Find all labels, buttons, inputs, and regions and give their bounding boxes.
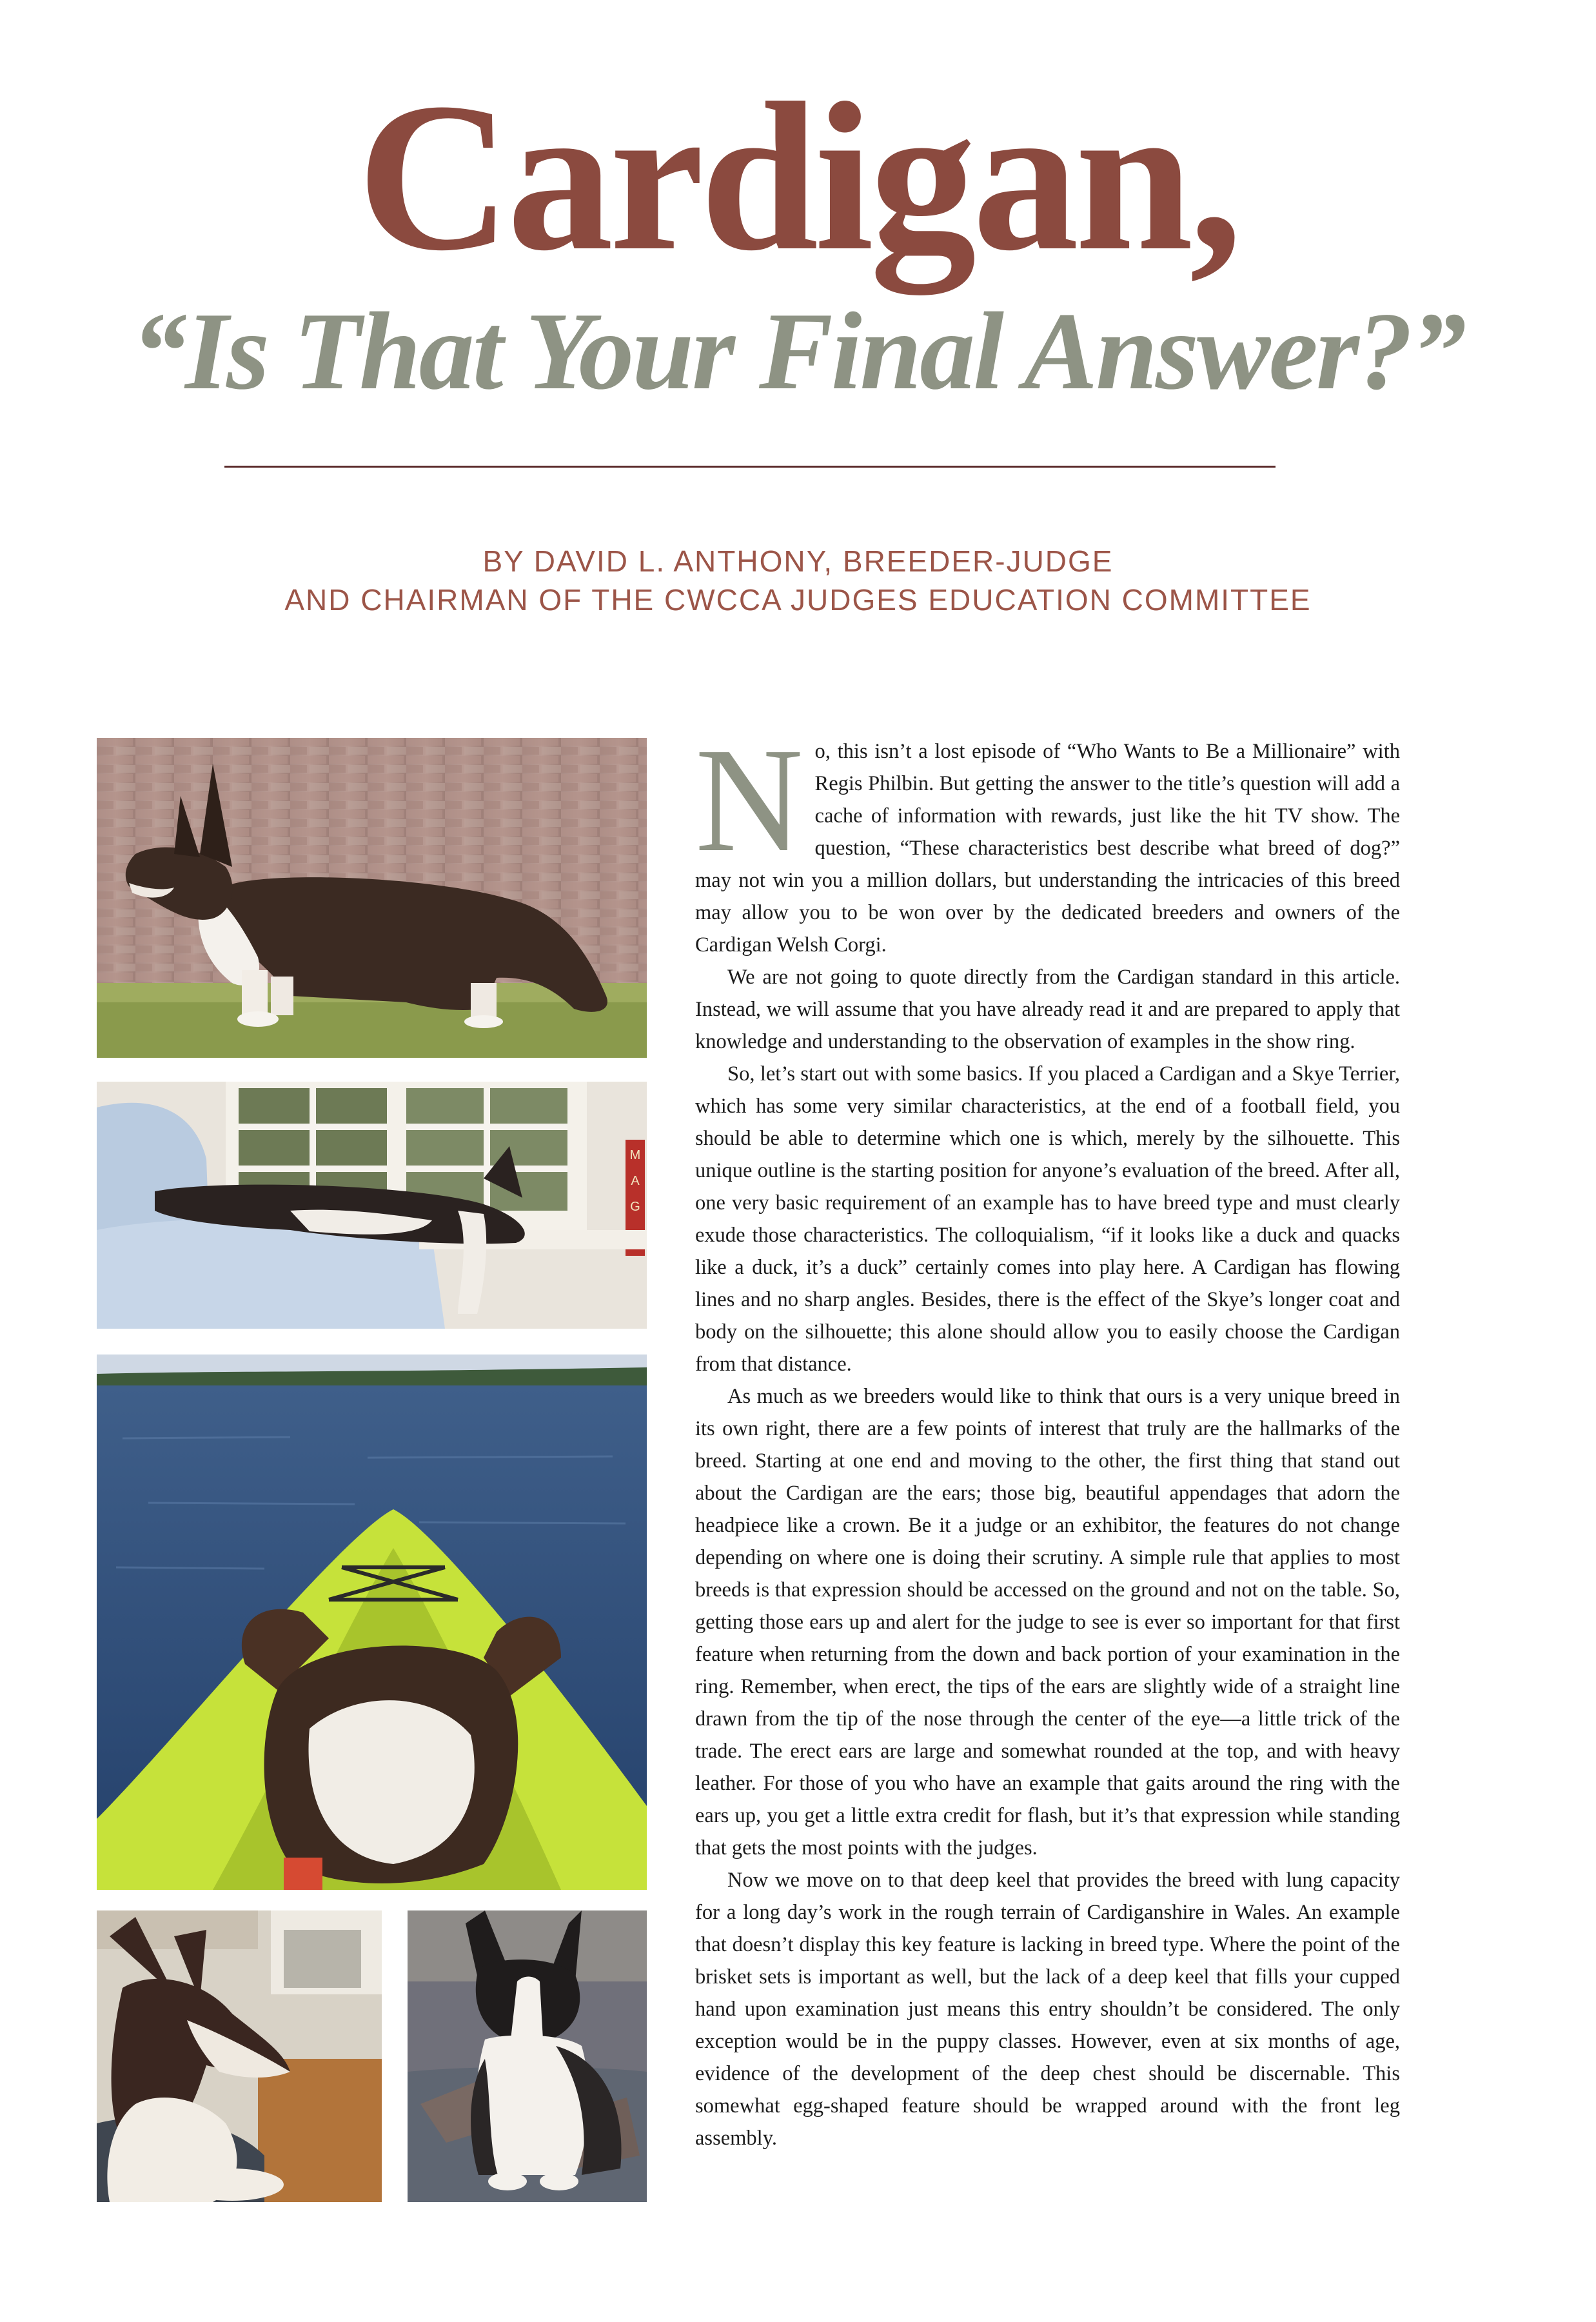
byline xyxy=(0,542,1596,619)
article-paragraph xyxy=(695,717,1400,961)
article-paragraph: We are not going to quote directly from the Cardigan standard in this article. Instead, we will assume that you have already read it and are prepared to apply that knowledge and understanding to the observation of examples in the show ring. xyxy=(695,966,1400,1053)
window-sign-letter: M xyxy=(629,1148,641,1162)
photo-corgi-sleeping-couch xyxy=(97,1082,647,1329)
article-paragraph: As much as we breeders would like to think that ours is a very unique breed in its own right, there are a few points of interest that truly are the hallmarks of the breed. Starting at one end and moving to the other, the first thing that stand out about the Cardigan are the ears; those big, beautiful appendages that adorn the headpiece like a crown. Be it a judge or an exhibitor, the features do not change depending on where one is doing their scrutiny. A simple rule that applies to most breeds is that expression should be accessed on the ground and not on the table. So, getting those ears up and alert for the judge to see is ever so important for that first feature when returning from the down and back portion of your examination in the ring. Remember, when erect, the tips of the ears are slightly wide of a straight line drawn from the tip of the nose through the center of the eye—a little trick of the trade. The erect ears are large and somewhat rounded at the top, and with heavy leather. For those of you who have an example that gaits around the ring with the ears up, you get a little extra credit for flash, but it’s that expression while standing that gets the most points with the judges. xyxy=(695,1385,1400,1860)
article-paragraph: So, let’s start out with some basics. If you placed a Cardigan and a Skye Terrier, which has some very similar characteristics, at the end of a football field, you should be able to determine which one is which, merely by the silhouette. This unique outline is the starting position for anyone’s evaluation of the breed. After all, one very basic requirement of an example has to have breed type and must clearly exude those characteristics. The colloquialism, “if it looks like a duck and quacks like a duck, it’s a duck” certainly comes into play here. A Cardigan has flowing lines and no sharp angles. Besides, there is the effect of the Skye’s longer coat and body on the silhouette; this alone should allow you to easily choose the Cardigan from that distance. xyxy=(695,1062,1400,1376)
article-body xyxy=(695,717,1400,2154)
photo-corgi-kayak-lake xyxy=(97,1354,647,1890)
window-sign-letter: G xyxy=(630,1200,640,1214)
photo-brindle-corgi-profile-image xyxy=(97,738,647,1058)
photo-corgi-kayak-lake-image xyxy=(97,1354,647,1890)
title-divider xyxy=(224,466,1276,468)
photo-corgi-portrait-indoors-image xyxy=(97,1910,382,2202)
article-paragraph: Now we move on to that deep keel that provides the breed with lung capacity for a long day’s work in the rough terrain of Cardiganshire in Wales. An example that doesn’t display this key feature is lacking in breed type. Where the point of the brisket sets is important as well, but the lack of a deep keel that fills your cupped hand upon examination just means this entry shouldn’t be considered. The only exception would be in the puppy classes. However, even at six months of age, evidence of the development of the deep chest should be discernable. This somewhat egg-shaped feature should be wrapped around with the front leg assembly. xyxy=(695,1869,1400,2150)
dropcap-letter: N xyxy=(695,717,803,883)
article-subtitle: “Is That Your Final Answer?” xyxy=(132,290,1464,413)
photo-corgi-sitting-rug xyxy=(408,1910,647,2202)
window-sign-letter: A xyxy=(631,1174,640,1188)
article-paragraph-text: o, this isn’t a lost episode of “Who Wants to Be a Millionaire” with Regis Philbin. But getting the answer to the title’s question will add a cache of information with rewards, just like the hit TV show. The question, “These characteristics best describe what breed of dog?” may not win you a million dollars, but understanding the intricacies of this breed may allow you to be won over by the dedicated breeders and owners of the Cardigan Welsh Corgi. xyxy=(695,740,1400,957)
photo-corgi-sitting-rug-image xyxy=(408,1910,647,2202)
article-title: Cardigan, xyxy=(357,59,1239,295)
photo-corgi-portrait-indoors xyxy=(97,1910,382,2202)
byline-role: AND CHAIRMAN OF THE CWCCA JUDGES EDUCATION COMMITTEE xyxy=(284,583,1312,617)
photo-brindle-corgi-profile xyxy=(97,738,647,1058)
byline-author: BY DAVID L. ANTHONY, BREEDER-JUDGE xyxy=(482,544,1114,578)
photo-corgi-sleeping-couch-image xyxy=(97,1082,647,1329)
